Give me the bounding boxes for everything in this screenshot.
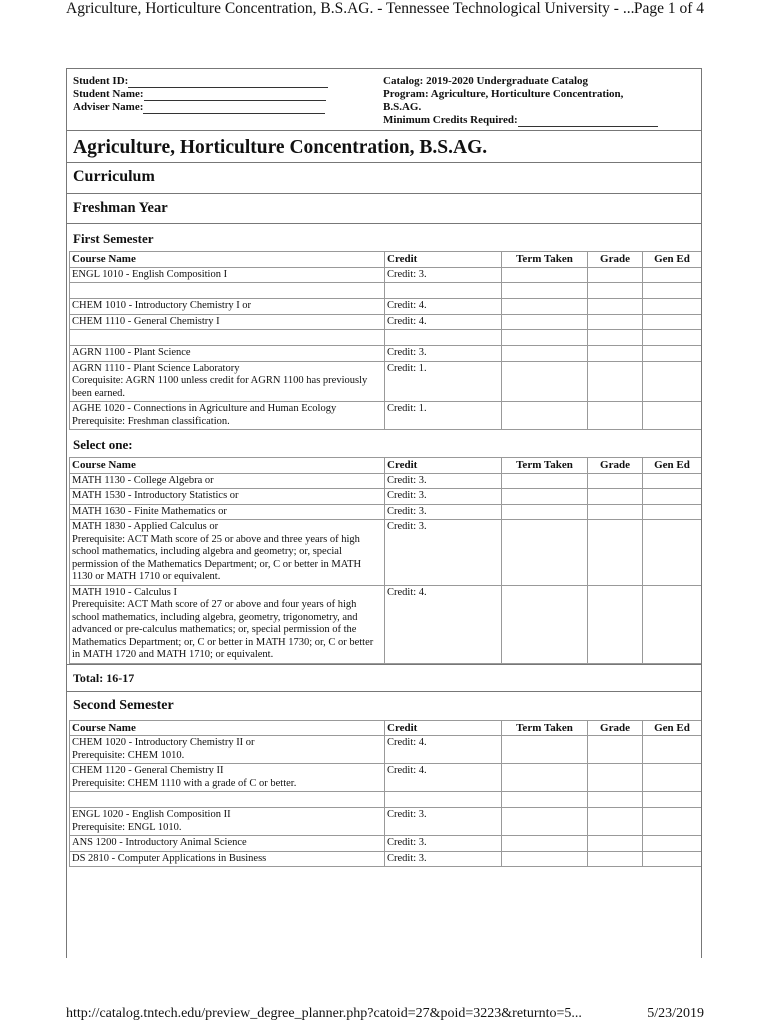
gen-ed-cell[interactable] bbox=[643, 346, 702, 362]
course-note: Corequisite: AGRN 1100 unless credit for AGRN 1100 has previously been earned. bbox=[72, 375, 368, 399]
course-title: MATH 1830 - Applied Calculus or bbox=[72, 521, 219, 532]
adviser-name-label: Adviser Name: bbox=[73, 101, 144, 113]
course-title: AGHE 1020 - Connections in Agriculture and Human Ecology bbox=[72, 403, 337, 414]
credit-cell: Credit: 3. bbox=[385, 267, 502, 283]
course-name-cell bbox=[70, 299, 385, 315]
credit-cell: Credit: 4. bbox=[385, 736, 502, 764]
gen-ed-cell[interactable] bbox=[643, 402, 702, 430]
course-name-cell bbox=[70, 520, 385, 586]
col-gen-ed: Gen Ed bbox=[643, 720, 702, 736]
col-term-taken: Term Taken bbox=[502, 720, 588, 736]
course-row bbox=[70, 520, 702, 586]
blank-row bbox=[70, 792, 702, 808]
student-name-blank[interactable] bbox=[144, 90, 326, 101]
course-name-cell bbox=[70, 808, 385, 836]
gen-ed-cell[interactable] bbox=[643, 361, 702, 402]
course-name-cell bbox=[70, 764, 385, 792]
course-row bbox=[70, 585, 702, 663]
course-title: ENGL 1020 - English Composition II bbox=[72, 809, 231, 820]
second-semester-rows bbox=[70, 736, 702, 867]
term-taken-cell[interactable] bbox=[502, 520, 588, 586]
term-taken-cell[interactable] bbox=[502, 504, 588, 520]
course-row bbox=[70, 489, 702, 505]
grade-cell[interactable] bbox=[588, 346, 643, 362]
credit-cell: Credit: 4. bbox=[385, 314, 502, 330]
credit-cell bbox=[385, 792, 502, 808]
col-credit: Credit bbox=[385, 252, 502, 268]
gen-ed-cell[interactable] bbox=[643, 267, 702, 283]
course-row bbox=[70, 808, 702, 836]
course-row bbox=[70, 836, 702, 852]
freshman-year-heading: Freshman Year bbox=[67, 194, 701, 224]
degree-planner-document bbox=[66, 68, 702, 958]
course-name-cell bbox=[70, 836, 385, 852]
grade-cell[interactable] bbox=[588, 299, 643, 315]
course-title: MATH 1630 - Finite Mathematics or bbox=[72, 505, 227, 517]
course-title: CHEM 1110 - General Chemistry I bbox=[72, 315, 220, 327]
credit-cell: Credit: 3. bbox=[385, 473, 502, 489]
course-title: AGRN 1100 - Plant Science bbox=[72, 347, 191, 358]
term-taken-cell[interactable] bbox=[502, 736, 588, 764]
course-name-cell bbox=[70, 851, 385, 867]
course-name-cell bbox=[70, 736, 385, 764]
blank-row bbox=[70, 330, 702, 346]
course-row bbox=[70, 361, 702, 402]
course-title: AGRN 1110 - Plant Science Laboratory bbox=[72, 362, 240, 374]
min-credits-row bbox=[383, 114, 695, 127]
credit-cell bbox=[385, 330, 502, 346]
course-name-cell bbox=[70, 283, 385, 299]
student-id-row bbox=[73, 75, 358, 88]
course-title: CHEM 1010 - Introductory Chemistry I or bbox=[72, 300, 252, 311]
col-course-name: Course Name bbox=[70, 252, 385, 268]
table-header-row bbox=[70, 252, 702, 268]
grade-cell[interactable] bbox=[588, 520, 643, 586]
course-row bbox=[70, 851, 702, 867]
grade-cell[interactable] bbox=[588, 851, 643, 867]
page-header bbox=[0, 0, 770, 22]
course-title: MATH 1910 - Calculus I bbox=[72, 586, 177, 598]
term-taken-cell[interactable] bbox=[502, 585, 588, 663]
page-number: Page 1 of 4 bbox=[633, 0, 704, 17]
first-semester-table bbox=[69, 251, 702, 430]
grade-cell[interactable] bbox=[588, 283, 643, 299]
student-name-row bbox=[73, 88, 358, 101]
term-taken-cell[interactable] bbox=[502, 851, 588, 867]
gen-ed-cell[interactable] bbox=[643, 489, 702, 505]
gen-ed-cell[interactable] bbox=[643, 851, 702, 867]
term-taken-cell[interactable] bbox=[502, 267, 588, 283]
gen-ed-cell[interactable] bbox=[643, 736, 702, 764]
credit-cell: Credit: 4. bbox=[385, 585, 502, 663]
term-taken-cell[interactable] bbox=[502, 402, 588, 430]
course-title: DS 2810 - Computer Applications in Business bbox=[72, 852, 267, 864]
grade-cell[interactable] bbox=[588, 361, 643, 402]
course-note: Prerequisite: CHEM 1110 with a grade of C or better. bbox=[72, 777, 297, 789]
footer-date: 5/23/2019 bbox=[647, 1006, 704, 1021]
program-label-line1: Program: Agriculture, Horticulture Concentration, bbox=[383, 88, 624, 100]
course-name-cell bbox=[70, 585, 385, 663]
course-title: ENGL 1010 - English Composition I bbox=[72, 268, 228, 280]
col-credit: Credit bbox=[385, 458, 502, 474]
term-taken-cell[interactable] bbox=[502, 792, 588, 808]
grade-cell[interactable] bbox=[588, 764, 643, 792]
course-title: ANS 1200 - Introductory Animal Science bbox=[72, 837, 247, 848]
grade-cell[interactable] bbox=[588, 402, 643, 430]
col-grade: Grade bbox=[588, 458, 643, 474]
grade-cell[interactable] bbox=[588, 736, 643, 764]
second-semester-table bbox=[69, 720, 702, 868]
gen-ed-cell[interactable] bbox=[643, 504, 702, 520]
col-course-name: Course Name bbox=[70, 720, 385, 736]
course-row bbox=[70, 504, 702, 520]
credit-cell: Credit: 3. bbox=[385, 489, 502, 505]
credit-cell: Credit: 1. bbox=[385, 402, 502, 430]
grade-cell[interactable] bbox=[588, 267, 643, 283]
student-info-box bbox=[67, 69, 701, 131]
credit-cell: Credit: 3. bbox=[385, 808, 502, 836]
table-header-row bbox=[70, 458, 702, 474]
term-taken-cell[interactable] bbox=[502, 764, 588, 792]
student-id-blank[interactable] bbox=[128, 77, 328, 88]
course-name-cell bbox=[70, 314, 385, 330]
course-row bbox=[70, 267, 702, 283]
first-semester-total: Total: 16-17 bbox=[67, 664, 701, 692]
course-row bbox=[70, 314, 702, 330]
course-title: MATH 1530 - Introductory Statistics or bbox=[72, 490, 239, 501]
student-name-label: Student Name: bbox=[73, 88, 144, 100]
adviser-name-blank[interactable] bbox=[143, 103, 325, 114]
gen-ed-cell[interactable] bbox=[643, 473, 702, 489]
program-label-line2: B.S.AG. bbox=[383, 101, 422, 113]
grade-cell[interactable] bbox=[588, 836, 643, 852]
student-id-label: Student ID: bbox=[73, 75, 129, 87]
program-title: Agriculture, Horticulture Concentration, B.S.AG. bbox=[67, 131, 701, 163]
browser-print-title: Agriculture, Horticulture Concentration, B.S.AG. - Tennessee Technological University - ... bbox=[66, 0, 635, 17]
course-row bbox=[70, 736, 702, 764]
footer-url: http://catalog.tntech.edu/preview_degree_planner.php?catoid=27&poid=3223&returnto=5... bbox=[66, 1006, 582, 1021]
catalog-label: Catalog: 2019-2020 Undergraduate Catalog bbox=[383, 75, 589, 87]
grade-cell[interactable] bbox=[588, 792, 643, 808]
course-title: CHEM 1120 - General Chemistry II bbox=[72, 765, 224, 776]
term-taken-cell[interactable] bbox=[502, 283, 588, 299]
credit-cell: Credit: 3. bbox=[385, 836, 502, 852]
course-name-cell bbox=[70, 330, 385, 346]
term-taken-cell[interactable] bbox=[502, 361, 588, 402]
min-credits-label: Minimum Credits Required: bbox=[383, 114, 518, 126]
course-name-cell bbox=[70, 361, 385, 402]
col-credit: Credit bbox=[385, 720, 502, 736]
col-gen-ed: Gen Ed bbox=[643, 458, 702, 474]
term-taken-cell[interactable] bbox=[502, 808, 588, 836]
grade-cell[interactable] bbox=[588, 808, 643, 836]
gen-ed-cell[interactable] bbox=[643, 330, 702, 346]
gen-ed-cell[interactable] bbox=[643, 520, 702, 586]
course-row bbox=[70, 299, 702, 315]
min-credits-blank[interactable] bbox=[518, 116, 658, 127]
gen-ed-cell[interactable] bbox=[643, 283, 702, 299]
course-note: Prerequisite: ACT Math score of 27 or above and four years of high school mathematics, including algebra, geometry, trigonometry, and advanced or pre-calculus mathematics; or, special permission of the Mathematics Department; or, C or better in MATH 1730; or, C or better in MATH 1720 and MATH 1710; or equivalent. bbox=[72, 599, 374, 660]
credit-cell: Credit: 1. bbox=[385, 361, 502, 402]
term-taken-cell[interactable] bbox=[502, 836, 588, 852]
gen-ed-cell[interactable] bbox=[643, 299, 702, 315]
credit-cell: Credit: 3. bbox=[385, 851, 502, 867]
select-one-heading: Select one: bbox=[73, 437, 133, 452]
course-row bbox=[70, 402, 702, 430]
gen-ed-cell[interactable] bbox=[643, 836, 702, 852]
col-grade: Grade bbox=[588, 252, 643, 268]
col-grade: Grade bbox=[588, 720, 643, 736]
grade-cell[interactable] bbox=[588, 585, 643, 663]
grade-cell[interactable] bbox=[588, 504, 643, 520]
course-note: Prerequisite: CHEM 1010. bbox=[72, 749, 185, 761]
course-name-cell bbox=[70, 473, 385, 489]
term-taken-cell[interactable] bbox=[502, 314, 588, 330]
credit-cell: Credit: 3. bbox=[385, 504, 502, 520]
grade-cell[interactable] bbox=[588, 314, 643, 330]
grade-cell[interactable] bbox=[588, 330, 643, 346]
credit-cell: Credit: 3. bbox=[385, 346, 502, 362]
curriculum-heading: Curriculum bbox=[67, 163, 701, 194]
term-taken-cell[interactable] bbox=[502, 489, 588, 505]
gen-ed-cell[interactable] bbox=[643, 585, 702, 663]
credit-cell: Credit: 4. bbox=[385, 299, 502, 315]
credit-cell: Credit: 4. bbox=[385, 764, 502, 792]
credit-cell bbox=[385, 283, 502, 299]
gen-ed-cell[interactable] bbox=[643, 314, 702, 330]
col-gen-ed: Gen Ed bbox=[643, 252, 702, 268]
course-name-cell bbox=[70, 504, 385, 520]
course-note: Prerequisite: Freshman classification. bbox=[72, 415, 230, 427]
col-term-taken: Term Taken bbox=[502, 252, 588, 268]
gen-ed-cell[interactable] bbox=[643, 792, 702, 808]
term-taken-cell[interactable] bbox=[502, 473, 588, 489]
course-note: Prerequisite: ENGL 1010. bbox=[72, 821, 182, 833]
course-row bbox=[70, 764, 702, 792]
gen-ed-cell[interactable] bbox=[643, 764, 702, 792]
course-note: Prerequisite: ACT Math score of 25 or above and three years of high school mathematics, including algebra and geometry; or, special permission of the Mathematics Department; or, C or better in MATH 1130 or MATH 1710 or equivalent. bbox=[72, 533, 362, 582]
course-title: CHEM 1020 - Introductory Chemistry II or bbox=[72, 737, 255, 748]
first-semester-rows bbox=[70, 267, 702, 430]
col-course-name: Course Name bbox=[70, 458, 385, 474]
select-one-table bbox=[69, 457, 702, 664]
col-term-taken: Term Taken bbox=[502, 458, 588, 474]
course-row bbox=[70, 473, 702, 489]
credit-cell: Credit: 3. bbox=[385, 520, 502, 586]
course-row bbox=[70, 346, 702, 362]
second-semester-heading: Second Semester bbox=[73, 697, 174, 713]
term-taken-cell[interactable] bbox=[502, 346, 588, 362]
course-title: MATH 1130 - College Algebra or bbox=[72, 474, 214, 486]
course-name-cell bbox=[70, 489, 385, 505]
select-one-rows bbox=[70, 473, 702, 663]
course-name-cell bbox=[70, 792, 385, 808]
first-semester-heading: First Semester bbox=[73, 231, 154, 246]
course-name-cell bbox=[70, 267, 385, 283]
course-name-cell bbox=[70, 402, 385, 430]
grade-cell[interactable] bbox=[588, 473, 643, 489]
page-footer bbox=[0, 1005, 770, 1024]
course-name-cell bbox=[70, 346, 385, 362]
table-header-row bbox=[70, 720, 702, 736]
grade-cell[interactable] bbox=[588, 489, 643, 505]
blank-row bbox=[70, 283, 702, 299]
gen-ed-cell[interactable] bbox=[643, 808, 702, 836]
adviser-name-row bbox=[73, 101, 358, 114]
term-taken-cell[interactable] bbox=[502, 299, 588, 315]
term-taken-cell[interactable] bbox=[502, 330, 588, 346]
